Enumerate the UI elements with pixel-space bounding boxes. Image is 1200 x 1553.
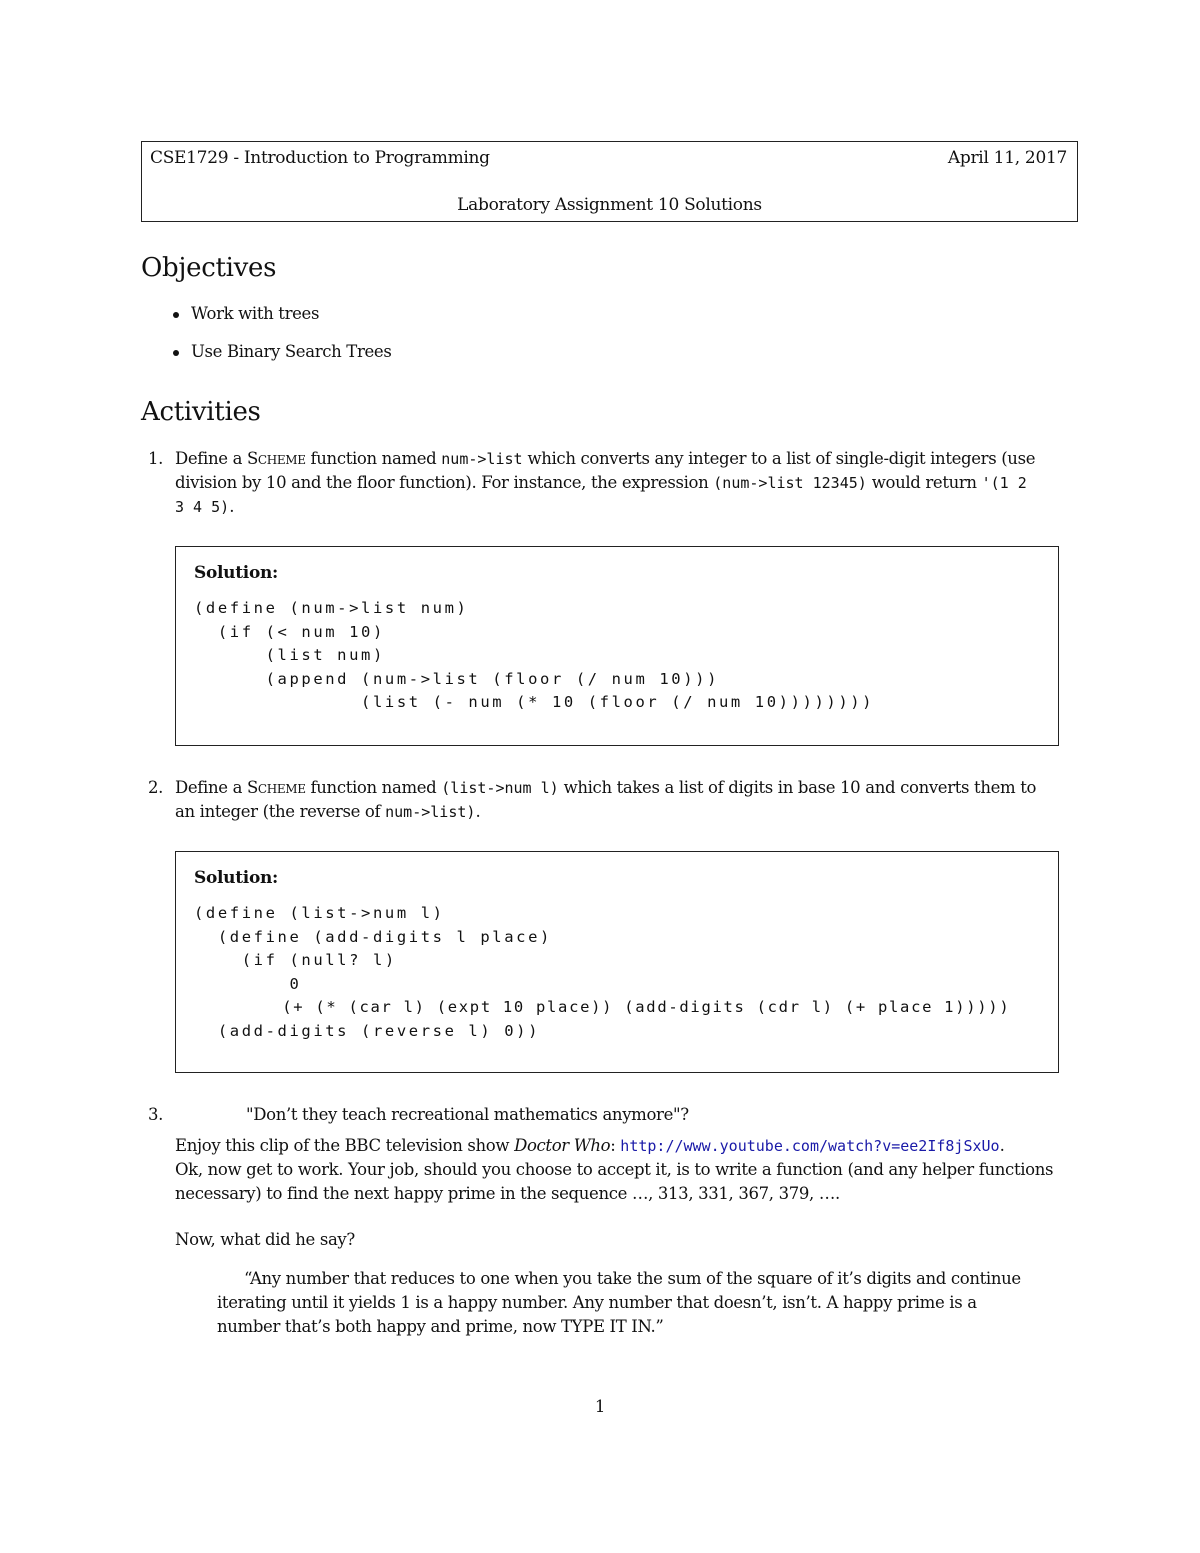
- text: would return: [866, 473, 982, 492]
- text: function named: [305, 449, 442, 468]
- objectives-heading: Objectives: [141, 253, 277, 283]
- scheme-name: Scheme: [246, 778, 306, 797]
- inline-code: (list->num l): [441, 779, 559, 797]
- code-line: (append (num->list (floor (/ num 10))): [194, 670, 719, 688]
- inline-code: num->list: [441, 450, 523, 468]
- scheme-name: Scheme: [246, 449, 306, 468]
- text: :: [610, 1136, 621, 1155]
- code-line: (add-digits (reverse l) 0)): [194, 1022, 541, 1040]
- header-date: April 11, 2017: [947, 148, 1067, 168]
- text: which takes a list of digits in base 10 and converts them to: [558, 778, 1037, 797]
- quote-line: number that’s both happy and prime, now TYPE IT IN.”: [217, 1317, 664, 1336]
- question-3-line-3: necessary) to find the next happy prime in the sequence …, 313, 331, 367, 379, ….: [175, 1184, 840, 1203]
- show-title: Doctor Who: [514, 1136, 611, 1155]
- assignment-title: Laboratory Assignment 10 Solutions: [457, 195, 762, 215]
- solution-label: Solution:: [194, 563, 279, 583]
- question-3-prompt: Now, what did he say?: [175, 1230, 355, 1249]
- text: division by 10 and the floor function). For instance, the expression: [175, 473, 714, 492]
- objective-item: Work with trees: [191, 304, 320, 323]
- solution-box: [175, 546, 1059, 746]
- question-1-line-3: [175, 495, 234, 519]
- code-line: (if (< num 10): [194, 623, 385, 641]
- question-number: 1.: [148, 449, 164, 468]
- objective-item: Use Binary Search Trees: [191, 342, 392, 361]
- text: .: [999, 1136, 1005, 1155]
- text: .: [229, 497, 235, 516]
- question-number: 2.: [148, 778, 164, 797]
- text: Enjoy this clip of the BBC television show: [175, 1136, 515, 1155]
- code-line: (define (num->list num): [194, 599, 469, 617]
- code-line: (if (null? l): [194, 951, 397, 969]
- code-line: (define (add-digits l place): [194, 928, 552, 946]
- code-line: (define (list->num l): [194, 904, 445, 922]
- quote-title: "Don’t they teach recreational mathematics anymore"?: [246, 1105, 689, 1124]
- video-link[interactable]: http://www.youtube.com/watch?v=ee2If8jSxUo: [620, 1137, 1000, 1155]
- inline-code: num->list): [385, 803, 476, 821]
- question-3-line-1: [175, 1134, 1005, 1158]
- question-1-line-1: [175, 447, 1035, 471]
- quote-line: iterating until it yields 1 is a happy number. Any number that doesn’t, isn’t. A happy prime is a: [217, 1293, 977, 1312]
- activities-heading: Activities: [141, 397, 261, 427]
- text: an integer (the reverse of: [175, 802, 386, 821]
- text: which converts any integer to a list of single-digit integers (use: [522, 449, 1036, 468]
- text: Define a: [175, 778, 247, 797]
- bullet-icon: [173, 350, 179, 356]
- text: function named: [305, 778, 442, 797]
- quote-line: “Any number that reduces to one when you take the sum of the square of it’s digits and continue: [244, 1269, 1021, 1288]
- text: .: [475, 802, 481, 821]
- inline-code: (num->list 12345): [713, 474, 867, 492]
- solution-label: Solution:: [194, 868, 279, 888]
- question-1-line-2: [175, 471, 1027, 495]
- page-number: 1: [594, 1397, 606, 1416]
- code-line: 0: [194, 975, 302, 993]
- question-3-line-2: Ok, now get to work. Your job, should you choose to accept it, is to write a function (and any helper functions: [175, 1160, 1054, 1179]
- text: Define a: [175, 449, 247, 468]
- inline-code: '(1 2: [981, 474, 1027, 492]
- question-2-line-1: [175, 776, 1036, 800]
- bullet-icon: [173, 312, 179, 318]
- code-line: (list num): [194, 646, 385, 664]
- course-title: CSE1729 - Introduction to Programming: [150, 148, 490, 168]
- code-line: (list (- num (* 10 (floor (/ num 10)))))))): [194, 693, 875, 711]
- inline-code: 3 4 5): [175, 498, 230, 516]
- code-line: (+ (* (car l) (expt 10 place)) (add-digits (cdr l) (+ place 1))))): [194, 998, 1011, 1016]
- question-2-line-2: [175, 800, 480, 824]
- question-number: 3.: [148, 1105, 164, 1124]
- header-box: [141, 141, 1078, 222]
- solution-box: [175, 851, 1059, 1073]
